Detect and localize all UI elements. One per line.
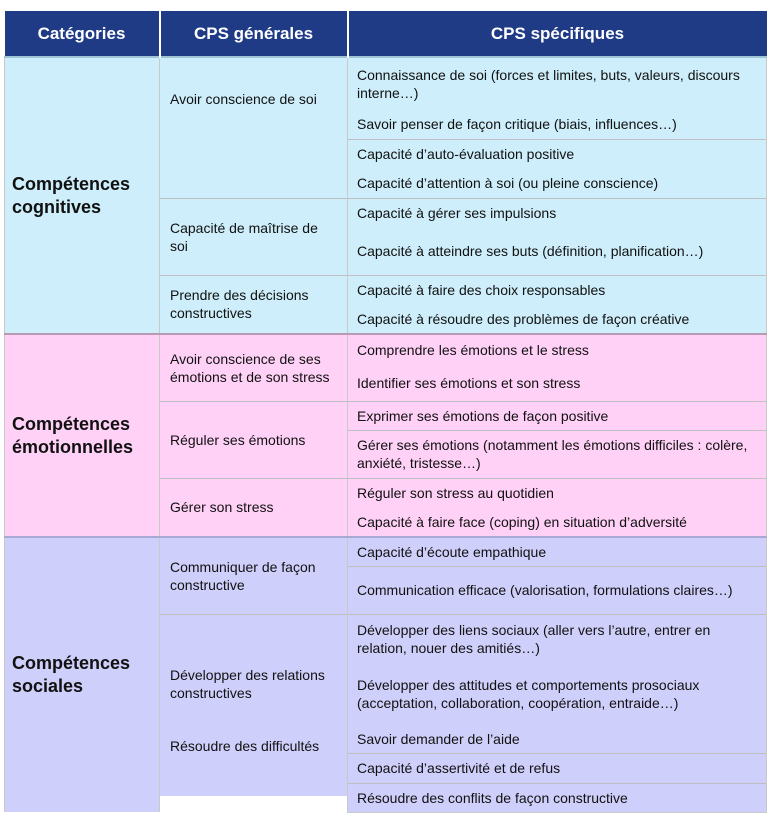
header-row bbox=[5, 11, 767, 57]
header-cps-specifiques: CPS spécifiques bbox=[348, 11, 767, 57]
table-row bbox=[5, 57, 767, 110]
specific-item: Capacité à faire des choix responsables bbox=[348, 275, 767, 304]
specific-item: Communication efficace (valorisation, formulations claires…) bbox=[348, 566, 767, 614]
category-social: Compétences sociales bbox=[5, 537, 160, 812]
general-gerer-stress: Gérer son stress bbox=[160, 478, 348, 537]
general-maitrise-de-soi: Capacité de maîtrise de soi bbox=[160, 198, 348, 275]
specific-item: Identifier ses émotions et son stress bbox=[348, 365, 767, 401]
specific-item: Comprendre les émotions et le stress bbox=[348, 334, 767, 365]
cps-table bbox=[4, 11, 767, 813]
table-row bbox=[5, 334, 767, 365]
specific-item: Capacité à faire face (coping) en situation d’adversité bbox=[348, 507, 767, 537]
specific-item: Capacité à résoudre des problèmes de façon créative bbox=[348, 304, 767, 334]
general-communiquer: Communiquer de façon constructive bbox=[160, 537, 348, 614]
general-conscience-de-soi: Avoir conscience de soi bbox=[160, 57, 348, 139]
specific-item: Capacité d’assertivité et de refus bbox=[348, 753, 767, 783]
specific-item: Exprimer ses émotions de façon positive bbox=[348, 401, 767, 430]
general-spacer bbox=[160, 139, 348, 198]
category-cognitive: Compétences cognitives bbox=[5, 57, 160, 334]
specific-item: Capacité à gérer ses impulsions bbox=[348, 198, 767, 227]
specific-item: Capacité d’écoute empathique bbox=[348, 537, 767, 566]
general-decisions-constructives: Prendre des décisions constructives bbox=[160, 275, 348, 334]
general-conscience-emotions: Avoir conscience de ses émotions et de son stress bbox=[160, 334, 348, 401]
specific-item: Réguler son stress au quotidien bbox=[348, 478, 767, 507]
specific-item: Connaissance de soi (forces et limites, buts, valeurs, discours interne…) bbox=[348, 57, 767, 110]
general-reguler-emotions: Réguler ses émotions bbox=[160, 401, 348, 478]
specific-item: Capacité à atteindre ses buts (définition, planification…) bbox=[348, 227, 767, 275]
specific-item: Gérer ses émotions (notamment les émotions difficiles : colère, anxiété, tristesse…) bbox=[348, 430, 767, 478]
header-categories: Catégories bbox=[5, 11, 160, 57]
specific-item: Développer des attitudes et comportements prosociaux (acceptation, collaboration, coopération, entraide…) bbox=[348, 663, 767, 725]
specific-item: Savoir demander de l’aide bbox=[348, 725, 767, 753]
specific-item: Capacité d’attention à soi (ou pleine conscience) bbox=[348, 168, 767, 198]
specific-item: Résoudre des conflits de façon constructive bbox=[348, 783, 767, 812]
specific-item: Développer des liens sociaux (aller vers l’autre, entrer en relation, nouer des amitiés…) bbox=[348, 614, 767, 663]
specific-item: Savoir penser de façon critique (biais, influences…) bbox=[348, 110, 767, 139]
cps-table-container bbox=[4, 11, 766, 813]
general-developper-relations: Développer des relations constructives bbox=[160, 614, 348, 753]
table-row bbox=[5, 537, 767, 566]
category-emotional: Compétences émotionnelles bbox=[5, 334, 160, 537]
specific-item: Capacité d’auto-évaluation positive bbox=[348, 139, 767, 168]
header-cps-generales: CPS générales bbox=[160, 11, 348, 57]
general-resoudre-difficultes: Résoudre des difficultés bbox=[160, 737, 348, 796]
